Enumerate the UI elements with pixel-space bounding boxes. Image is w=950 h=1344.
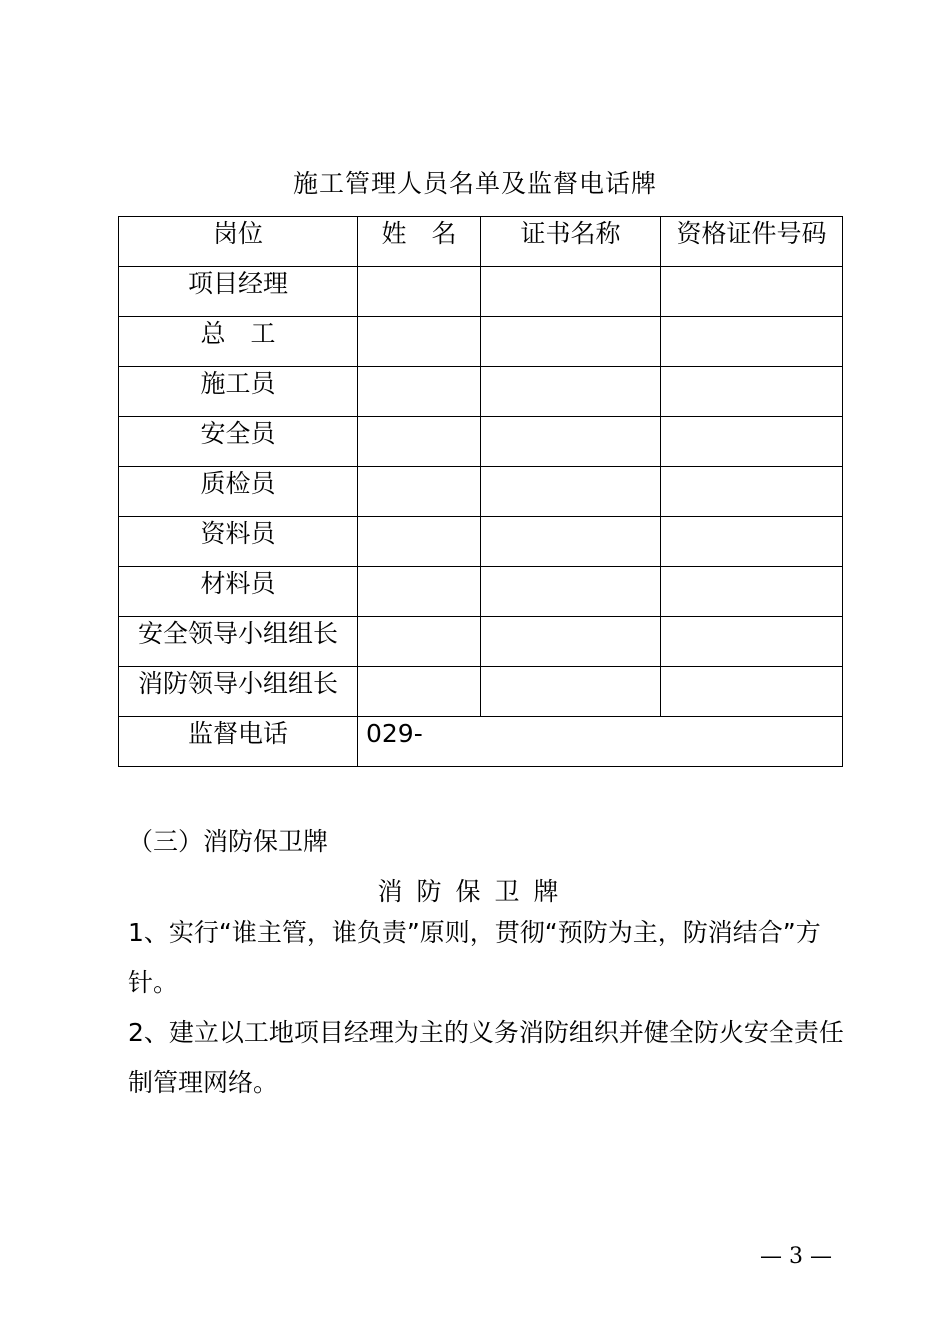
name-cell	[358, 317, 481, 367]
table-row	[119, 567, 843, 617]
role-cell: 质检员	[119, 467, 358, 517]
header-name: 姓 名	[358, 217, 481, 267]
table-row	[119, 467, 843, 517]
table-row	[119, 317, 843, 367]
name-cell	[358, 417, 481, 467]
role-cell: 总 工	[119, 317, 358, 367]
certificate-cell	[481, 317, 661, 367]
cert-number-cell	[661, 617, 843, 667]
name-cell	[358, 567, 481, 617]
name-cell	[358, 517, 481, 567]
name-cell	[358, 267, 481, 317]
phone-value: 029-	[358, 717, 843, 767]
page-number: — 3 —	[760, 1244, 832, 1269]
role-cell: 材料员	[119, 567, 358, 617]
table-row	[119, 617, 843, 667]
certificate-cell	[481, 517, 661, 567]
table-row	[119, 367, 843, 417]
role-cell: 资料员	[119, 517, 358, 567]
certificate-cell	[481, 617, 661, 667]
paragraph-2: 2、建立以工地项目经理为主的义务消防组织并健全防火安全责任制管理网络。	[128, 1018, 844, 1097]
name-cell	[358, 467, 481, 517]
table-row	[119, 667, 843, 717]
cert-number-cell	[661, 417, 843, 467]
phone-label: 监督电话	[119, 717, 358, 767]
name-cell	[358, 617, 481, 667]
role-cell: 安全员	[119, 417, 358, 467]
certificate-cell	[481, 567, 661, 617]
paragraph-1: 1、实行“谁主管，谁负责”原则，贯彻“预防为主，防消结合”方针。	[128, 918, 821, 997]
role-cell: 消防领导小组组长	[119, 667, 358, 717]
table-header-row	[119, 217, 843, 267]
name-cell	[358, 667, 481, 717]
table-row	[119, 267, 843, 317]
certificate-cell	[481, 367, 661, 417]
certificate-cell	[481, 267, 661, 317]
cert-number-cell	[661, 667, 843, 717]
role-cell: 安全领导小组组长	[119, 617, 358, 667]
certificate-cell	[481, 667, 661, 717]
cert-number-cell	[661, 367, 843, 417]
cert-number-cell	[661, 317, 843, 367]
name-cell	[358, 367, 481, 417]
cert-number-cell	[661, 517, 843, 567]
table-title: 施工管理人员名单及监督电话牌	[292, 169, 657, 198]
role-cell: 项目经理	[119, 267, 358, 317]
header-cert-number: 资格证件号码	[661, 217, 843, 267]
cert-number-cell	[661, 567, 843, 617]
sign-title: 消防保卫牌	[377, 877, 573, 906]
table-row	[119, 517, 843, 567]
cert-number-cell	[661, 267, 843, 317]
role-cell: 施工员	[119, 367, 358, 417]
header-certificate: 证书名称	[481, 217, 661, 267]
section-heading: （三）消防保卫牌	[128, 827, 329, 856]
header-position: 岗位	[119, 217, 358, 267]
certificate-cell	[481, 467, 661, 517]
supervision-phone-row	[119, 717, 843, 767]
staff-roster-table	[118, 216, 843, 767]
cert-number-cell	[661, 467, 843, 517]
table-row	[119, 417, 843, 467]
certificate-cell	[481, 417, 661, 467]
